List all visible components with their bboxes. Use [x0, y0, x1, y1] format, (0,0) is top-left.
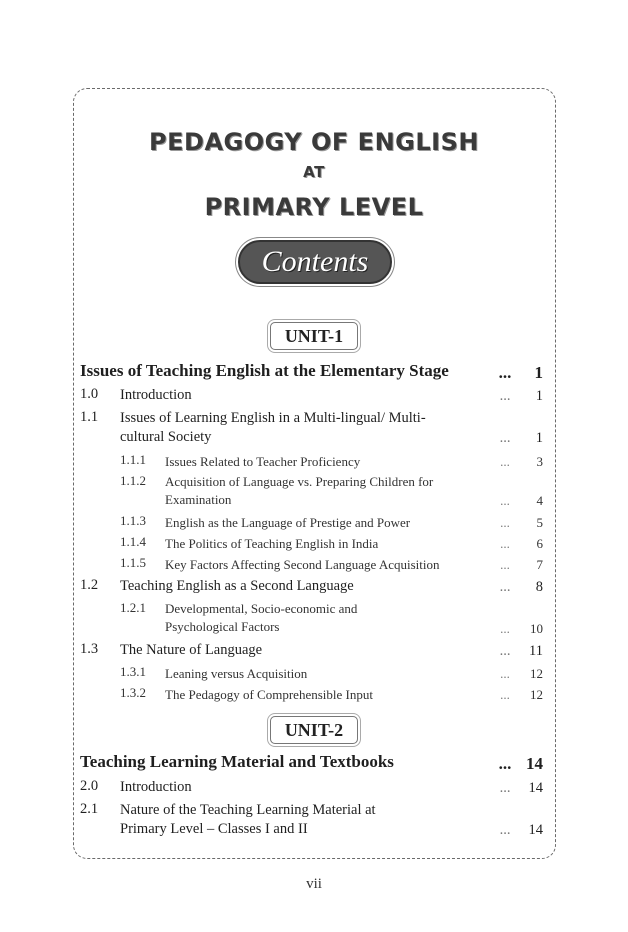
page-number: 5: [536, 515, 543, 530]
section-title: The Politics of Teaching English in India: [165, 536, 379, 551]
toc-entry[interactable]: [80, 555, 545, 573]
toc-entry[interactable]: [80, 685, 545, 703]
toc-entry[interactable]: [80, 513, 545, 531]
section-title: Introduction: [120, 387, 192, 403]
toc-entry[interactable]: [80, 534, 545, 552]
leader-dots: ...: [500, 666, 510, 681]
section-title: The Pedagogy of Comprehensible Input: [165, 687, 373, 702]
page-number: 14: [528, 780, 543, 796]
page-number: 11: [529, 643, 543, 659]
section-number: 1.2.1: [120, 600, 146, 615]
book-title-line1: PEDAGOGY OF ENGLISH: [149, 128, 479, 156]
page-number: 14: [526, 754, 543, 773]
book-title-line3: PRIMARY LEVEL: [204, 193, 424, 221]
section-number: 1.3.2: [120, 685, 146, 700]
page-number: 1: [535, 388, 543, 404]
section-title: Developmental, Socio-economic and Psychological Factors: [165, 601, 358, 634]
section-title: Introduction: [120, 779, 192, 795]
unit-2-label: UNIT-2: [270, 716, 358, 744]
section-number: 2.1: [80, 801, 99, 817]
page-number: 4: [536, 493, 543, 508]
page-number: 7: [536, 557, 543, 572]
unit-1-heading[interactable]: [80, 361, 545, 383]
toc-entry[interactable]: [80, 452, 545, 470]
unit-2-heading[interactable]: [80, 752, 545, 774]
section-number: 1.3.1: [120, 664, 146, 679]
toc-entry[interactable]: [80, 386, 545, 405]
toc-entry[interactable]: [80, 409, 545, 447]
page-number: 3: [536, 454, 543, 469]
toc-entry[interactable]: [80, 577, 545, 596]
section-title: Issues of Learning English in a Multi-lingual/ Multi-cultural Society: [120, 410, 426, 445]
page-number: 1: [534, 363, 543, 382]
section-number: 1.3: [80, 641, 99, 657]
section-title: Leaning versus Acquisition: [165, 666, 308, 681]
toc-entry[interactable]: [80, 778, 545, 797]
toc-heading-text: Teaching Learning Material and Textbooks: [80, 752, 394, 771]
page-number: 1: [535, 430, 543, 446]
leader-dots: ...: [500, 515, 510, 530]
leader-dots: ...: [500, 454, 510, 469]
page-number: 12: [530, 666, 543, 681]
section-title: Teaching English as a Second Language: [120, 578, 354, 594]
page-number: 6: [536, 536, 543, 551]
section-number: 1.1.1: [120, 452, 146, 467]
section-number: 1.1.3: [120, 513, 146, 528]
section-number: 1.2: [80, 577, 99, 593]
toc-entry[interactable]: [80, 473, 545, 509]
leader-dots: ...: [499, 388, 511, 404]
leader-dots: ...: [499, 430, 511, 446]
section-number: 1.1: [80, 409, 99, 425]
page-number: 12: [530, 687, 543, 702]
leader-dots: ...: [500, 621, 510, 636]
section-number: 1.1.5: [120, 555, 146, 570]
section-title: Nature of the Teaching Learning Material at Primary Level – Classes I and II: [120, 802, 376, 837]
leader-dots: ...: [500, 493, 510, 508]
contents-badge: Contents: [238, 240, 392, 284]
leader-dots: ...: [498, 754, 512, 773]
toc-heading-text: Issues of Teaching English at the Elementary Stage: [80, 361, 449, 380]
toc-entry[interactable]: [80, 801, 545, 839]
section-title: The Nature of Language: [120, 642, 263, 658]
leader-dots: ...: [500, 536, 510, 551]
page-number-footer: vii: [306, 876, 322, 892]
leader-dots: ...: [499, 643, 511, 659]
section-number: 1.1.4: [120, 534, 146, 549]
section-number: 1.0: [80, 386, 99, 402]
leader-dots: ...: [500, 557, 510, 572]
section-number: 1.1.2: [120, 473, 146, 488]
page-number: 14: [528, 822, 543, 838]
leader-dots: ...: [499, 579, 511, 595]
section-title: Key Factors Affecting Second Language Acquisition: [165, 557, 440, 572]
section-number: 2.0: [80, 778, 99, 794]
section-title: English as the Language of Prestige and Power: [165, 515, 411, 530]
leader-dots: ...: [499, 780, 511, 796]
leader-dots: ...: [499, 822, 511, 838]
leader-dots: ...: [498, 363, 512, 382]
section-title: Acquisition of Language vs. Preparing Children for Examination: [165, 474, 434, 507]
toc-entry[interactable]: [80, 641, 545, 660]
toc-entry[interactable]: [80, 600, 545, 637]
leader-dots: ...: [500, 687, 510, 702]
book-title-line2: AT: [303, 163, 325, 181]
page-number: 8: [535, 579, 543, 595]
page-number: 10: [530, 621, 543, 636]
unit-1-label: UNIT-1: [270, 322, 358, 350]
section-title: Issues Related to Teacher Proficiency: [165, 454, 361, 469]
toc-entry[interactable]: [80, 664, 545, 682]
